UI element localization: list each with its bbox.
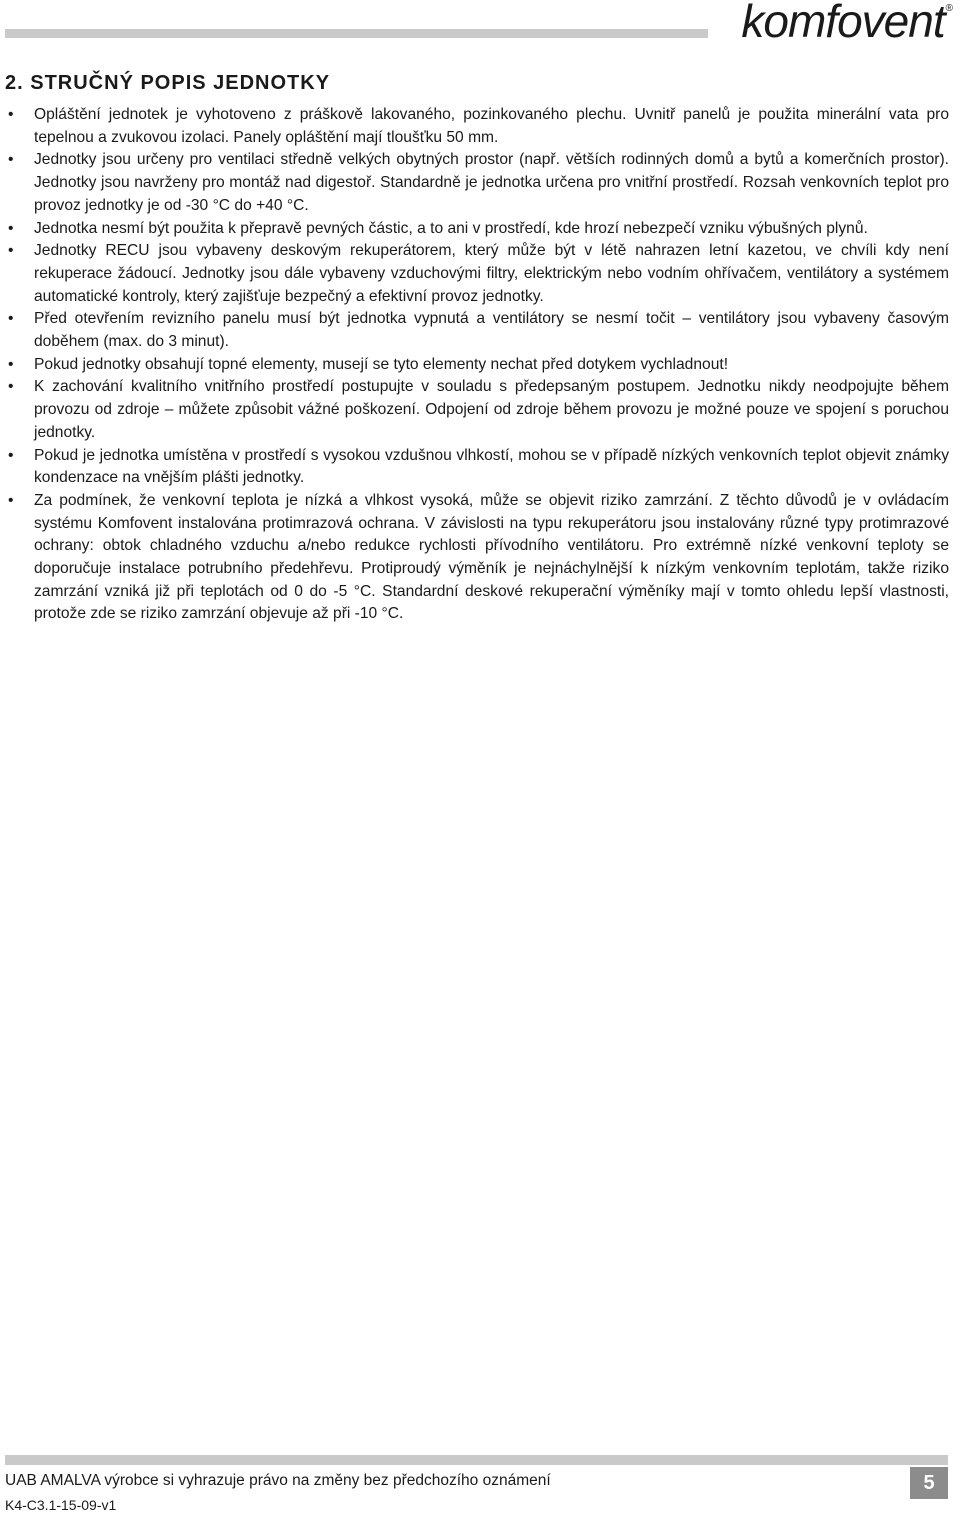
footer-notice: UAB AMALVA výrobce si vyhrazuje právo na změny bez předchozího oznámení: [5, 1472, 551, 1489]
bullet-item: • Jednotky RECU jsou vybaveny deskovým rekuperátorem, který může být v létě nahrazen letní kazetou, ve chvíli kdy není rekuperace žádoucí. Jednotky jsou dále vybaveny vzduchovými filtry, elektrickým nebo vodním ohřívačem, ventilátory a systémem automatické kontroly, který zajišťuje bezpečný a efektivní provoz jednotky.: [5, 240, 949, 308]
logo-text: komfovent: [741, 0, 945, 47]
bullet-item: • Pokud jednotky obsahují topné elementy, musejí se tyto elementy nechat před dotykem vychladnout!: [5, 354, 949, 377]
footer-rule: [5, 1455, 948, 1465]
brand-logo: [741, 0, 952, 47]
bullet-item: • Jednotka nesmí být použita k přepravě pevných částic, a to ani v prostředí, kde hrozí nebezpečí vzniku výbušných plynů.: [5, 218, 949, 241]
bullet-item: • K zachování kvalitního vnitřního prostředí postupujte v souladu s předepsaným postupem. Jednotku nikdy neodpojujte během provozu od zdroje – můžete způsobit vážné poškození. Odpojení od zdroje během provozu je možné pouze ve spojení s poruchou jednotky.: [5, 376, 949, 444]
registered-mark: ®: [945, 3, 952, 14]
bullet-item: • Jednotky jsou určeny pro ventilaci středně velkých obytných prostor (např. větších rodinných domů a bytů a komerčních prostor). Jednotky jsou navrženy pro montáž nad digestoř. Standardně je jednotka určena pro vnitřní prostředí. Rozsah venkovních teplot pro provoz jednotky je od -30 °C do +40 °C.: [5, 149, 949, 217]
bullet-item: • Za podmínek, že venkovní teplota je nízká a vlhkost vysoká, může se objevit riziko zamrzání. Z těchto důvodů je v ovládacím systému Komfovent instalována protimrazová ochrana. V závislosti na typu rekuperátoru jsou instalovány různé typy protimrazové ochrany: obtok chladného vzduchu a/nebo redukce rychlosti přívodního ventilátoru. Pro extrémně nízké venkovní teploty se doporučuje instalace potrubního předehřevu. Protiproudý výměník je nejnáchylnější k nízkým venkovním teplotám, takže riziko zamrzání vzniká již při teplotách od 0 do -5 °C. Standardní deskové rekuperační výměníky mají v tomto ohledu lepší vlastnosti, protože zde se riziko zamrzání objevuje až při -10 °C.: [5, 490, 949, 626]
page-number: 5: [910, 1467, 948, 1499]
bullet-list: [5, 104, 949, 626]
bullet-item: • Pokud je jednotka umístěna v prostředí s vysokou vzdušnou vlhkostí, mohou se v případě nízkých venkovních teplot objevit známky kondenzace na vnějším plášti jednotky.: [5, 445, 949, 490]
bullet-item: • Před otevřením revizního panelu musí být jednotka vypnutá a ventilátory se nesmí točit – ventilátory jsou vybaveny časovým doběhem (max. do 3 minut).: [5, 308, 949, 353]
bullet-item: • Opláštění jednotek je vyhotoveno z práškově lakovaného, pozinkovaného plechu. Uvnitř panelů je použita minerální vata pro tepelnou a zvukovou izolaci. Panely opláštění mají tloušťku 50 mm.: [5, 104, 949, 149]
document-code: K4-C3.1-15-09-v1: [5, 1497, 117, 1513]
header-rule: [5, 29, 708, 38]
section-title: 2. STRUČNÝ POPIS JEDNOTKY: [5, 72, 331, 94]
